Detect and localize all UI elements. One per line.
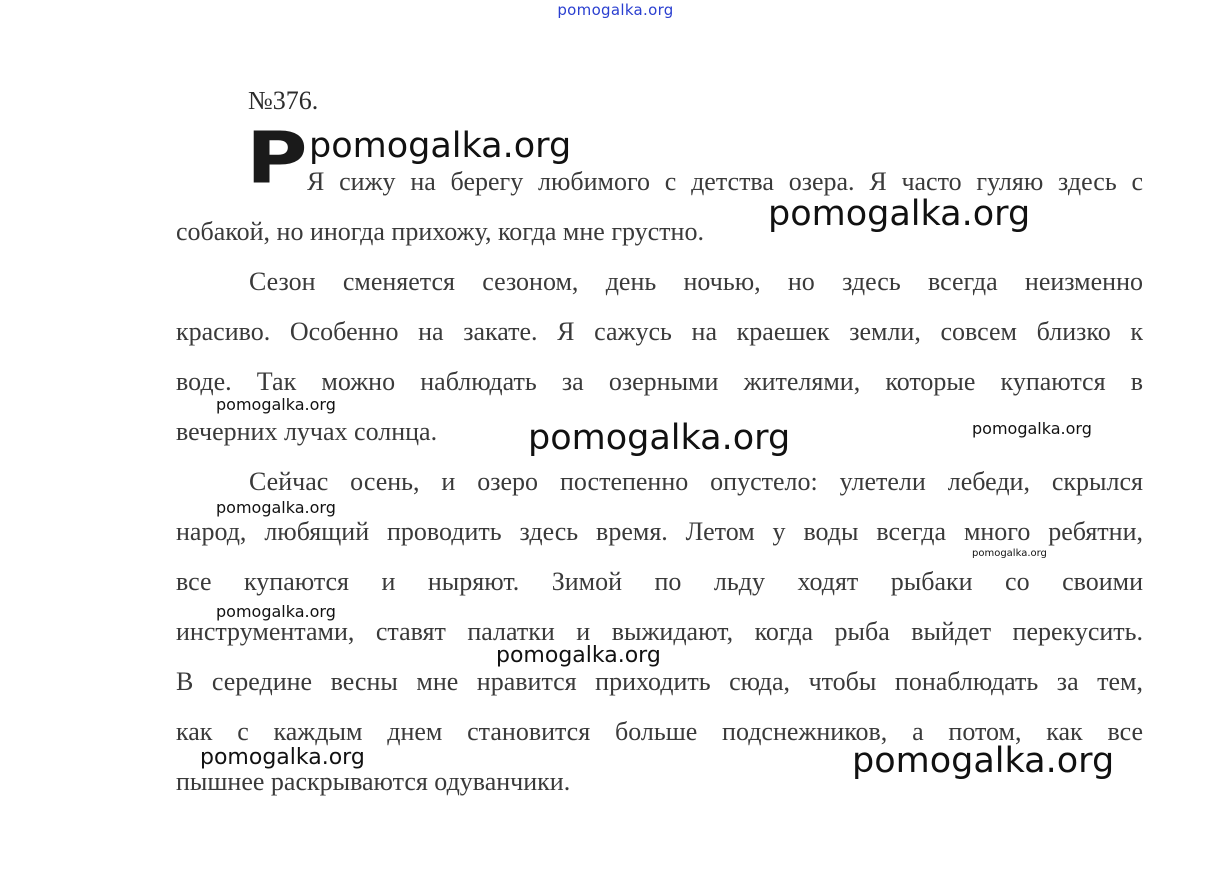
text-line-4: красиво. Особенно на закате. Я сажусь на краешек земли, совсем близко к (176, 317, 1143, 346)
text-line-13: пышнее раскрываются одуванчики. (176, 767, 571, 796)
drop-cap-letter: Р (246, 116, 308, 200)
text-line-1: Я сижу на берегу любимого с детства озера. Я часто гуляю здесь с (307, 167, 1143, 196)
watermark-small: pomogalka.org (972, 419, 1092, 438)
watermark-large: pomogalka.org (309, 126, 572, 166)
text-line-12: как с каждым днем становится больше подснежников, а потом, как все (176, 717, 1143, 746)
watermark-small: pomogalka.org (216, 602, 336, 621)
watermark-small: pomogalka.org (216, 395, 336, 414)
text-line-6: вечерних лучах солнца. (176, 417, 438, 446)
watermark-medium: pomogalka.org (496, 643, 661, 668)
exercise-number: №376. (248, 86, 319, 115)
watermark-large: pomogalka.org (528, 418, 791, 458)
text-line-11: В середине весны мне нравится приходить сюда, чтобы понаблюдать за тем, (176, 667, 1143, 696)
watermark-large: pomogalka.org (852, 741, 1115, 781)
text-line-5: воде. Так можно наблюдать за озерными жителями, которые купаются в (176, 367, 1143, 396)
text-line-9: все купаются и ныряют. Зимой по льду ходят рыбаки со своими (176, 567, 1143, 596)
watermark-large: pomogalka.org (768, 194, 1031, 234)
text-line-7: Сейчас осень, и озеро постепенно опустело: улетели лебеди, скрылся (249, 467, 1143, 496)
text-line-10: инструментами, ставят палатки и выжидают, когда рыба выйдет перекусить. (176, 617, 1143, 646)
site-link[interactable]: pomogalka.org (557, 1, 674, 19)
watermark-small: pomogalka.org (216, 498, 336, 517)
text-line-8: народ, любящий проводить здесь время. Летом у воды всегда много ребятни, (176, 517, 1143, 546)
text-line-2: собакой, но иногда прихожу, когда мне грустно. (176, 217, 704, 246)
watermark-tiny: pomogalka.org (972, 548, 1047, 559)
watermark-medium: pomogalka.org (200, 745, 365, 770)
text-line-3: Сезон сменяется сезоном, день ночью, но здесь всегда неизменно (249, 267, 1143, 296)
